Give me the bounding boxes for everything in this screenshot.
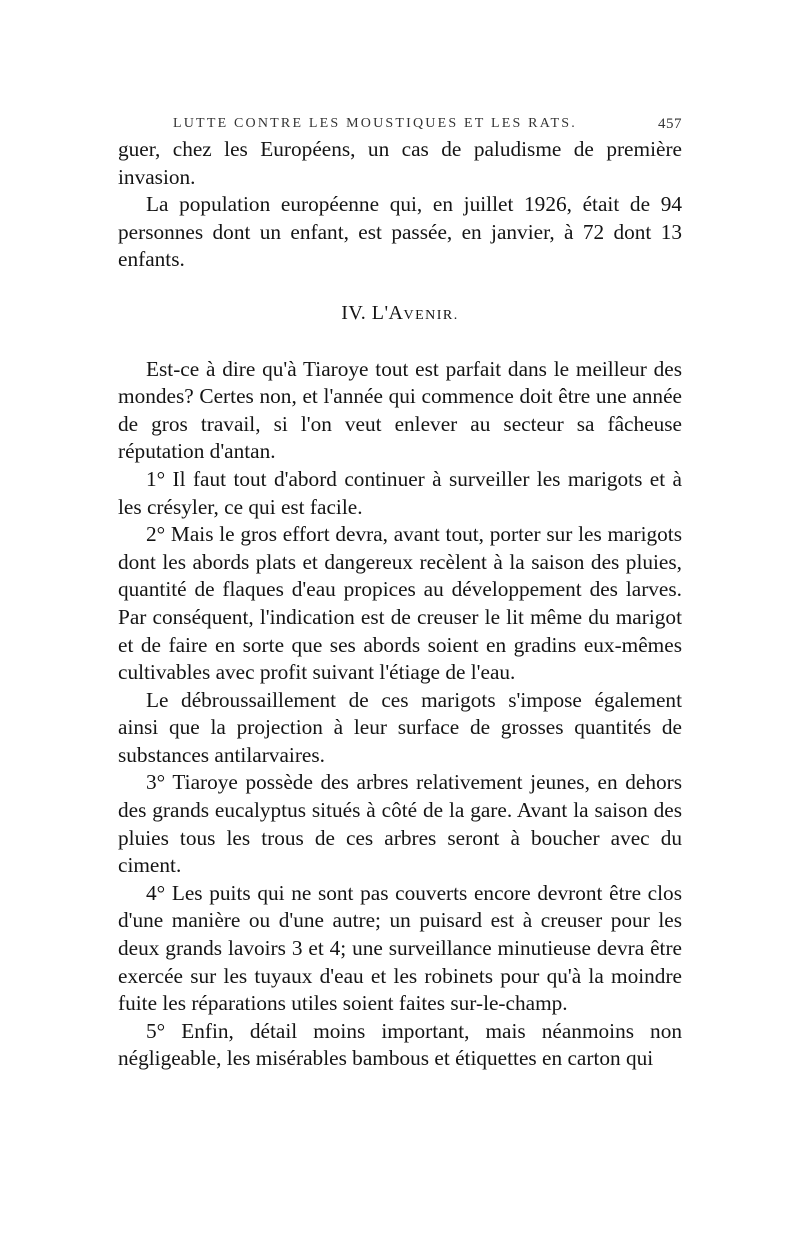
- paragraph-continuation: guer, chez les Européens, un cas de paludisme de première invasion.: [118, 137, 682, 189]
- paragraph-debroussaillement: Le débroussaillement de ces marigots s'impose également ainsi que la projection à leur surface de grosses quantités de substances antilarvaires.: [118, 687, 682, 767]
- paragraph-item-2: 2° Mais le gros effort devra, avant tout, porter sur les marigots dont les abords plats et dangereux recèlent à la saison des pluies, quantité de flaques d'eau propices au développement des larves. Par conséquent, l'indication est de creuser le lit même du marigot et de faire en sorte que ses abords soient en gradins eux-mêmes cultivables avec profit suivant l'étiage de l'eau.: [118, 522, 682, 685]
- paragraph-item-1: 1° Il faut tout d'abord continuer à surveiller les marigots et à les crésyler, ce qui est facile.: [118, 466, 682, 519]
- section-title-rest: VENIR.: [403, 307, 459, 323]
- paragraph-intro: Est-ce à dire qu'à Tiaroye tout est parfait dans le meilleur des mondes? Certes non, et l'année qui commence doit être une année de gros travail, si l'on veut enlever au secteur sa fâcheuse réputation d'antan.: [118, 356, 682, 464]
- paragraph-population: La population européenne qui, en juillet 1926, était de 94 personnes dont un enfant, est passée, en janvier, à 72 dont 13 enfants.: [118, 192, 682, 272]
- section-numeral: IV.: [341, 301, 367, 324]
- paragraph-item-5: 5° Enfin, détail moins important, mais néanmoins non négligeable, les misérables bambous et étiquettes en carton qui: [118, 1018, 682, 1071]
- page-number: 457: [658, 116, 682, 132]
- running-header: [118, 110, 682, 136]
- section-heading: [118, 300, 682, 330]
- body-text: [118, 136, 682, 1073]
- section-title-initial: L'A: [371, 301, 404, 324]
- paragraph-item-4: 4° Les puits qui ne sont pas couverts encore devront être clos d'une manière ou d'une autre; un puisard est à creuser pour les deux grands lavoirs 3 et 4; une surveillance minutieuse devra être exercée sur les tuyaux d'eau et les robinets pour qu'à la moindre fuite les réparations utiles soient faites sur-le-champ.: [118, 880, 682, 1016]
- paragraph-item-3: 3° Tiaroye possède des arbres relativement jeunes, en dehors des grands eucalyptus situés à côté de la gare. Avant la saison des pluies tous les trous de ces arbres seront à boucher avec du ciment.: [118, 770, 682, 878]
- running-title: LUTTE CONTRE LES MOUSTIQUES ET LES RATS.: [173, 116, 577, 131]
